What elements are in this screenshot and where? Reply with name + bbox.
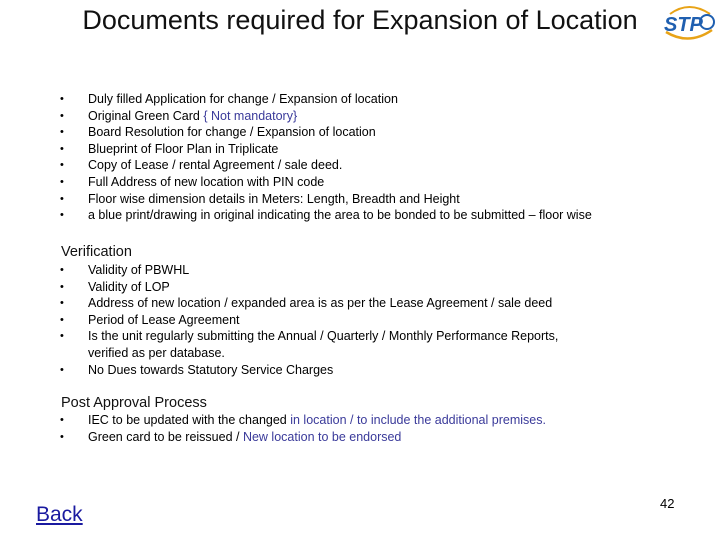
stp-logo — [660, 2, 718, 42]
post-approval-heading: Post Approval Process — [61, 395, 207, 411]
post-approval-list — [60, 412, 546, 445]
list-item: • a blue print/drawing in original indicating the area to be bonded to be submitted – floor wise — [60, 208, 592, 223]
note-text: in location / to include the additional premises. — [290, 413, 546, 427]
verification-list — [60, 262, 558, 378]
list-item: • IEC to be updated with the changed in location / to include the additional premises. — [60, 413, 546, 427]
list-item: • Blueprint of Floor Plan in Triplicate — [60, 141, 279, 156]
note-text: New location to be endorsed — [242, 429, 402, 444]
list-item: • Board Resolution for change / Expansion of location — [60, 125, 376, 140]
bullet-icon: • — [60, 280, 64, 293]
bullet-icon: • — [60, 126, 64, 139]
list-item: • Validity of LOP — [60, 279, 170, 294]
page-title: Documents required for Expansion of Location — [82, 5, 638, 35]
list-item: • Duly filled Application for change / Expansion of location — [60, 92, 398, 106]
list-item: • Validity of PBWHL — [60, 263, 190, 277]
list-item: • No Dues towards Statutory Service Charges — [60, 362, 334, 377]
bullet-icon: • — [60, 93, 64, 105]
bullet-icon: • — [60, 414, 64, 426]
bullet-icon: • — [60, 313, 64, 326]
verification-heading: Verification — [61, 244, 132, 260]
bullet-icon: • — [60, 175, 64, 188]
bullet-icon: • — [60, 330, 64, 343]
documents-list — [60, 91, 592, 224]
logo-text: STP — [664, 14, 703, 36]
back-link[interactable]: Back — [36, 503, 83, 526]
page-number: 42 — [660, 496, 675, 511]
bullet-icon: • — [60, 209, 64, 222]
bullet-icon: • — [60, 109, 64, 122]
bullet-icon: • — [60, 264, 64, 276]
list-item: • Address of new location / expanded area is as per the Lease Agreement / sale deed — [60, 296, 553, 311]
list-item: • Full Address of new location with PIN code — [60, 174, 325, 189]
bullet-icon: • — [60, 192, 64, 205]
list-item: • Original Green Card { Not mandatory} — [60, 108, 298, 123]
bullet-icon: • — [60, 142, 64, 155]
list-item: • Copy of Lease / rental Agreement / sale deed. — [60, 158, 343, 173]
bullet-icon: • — [60, 430, 64, 443]
list-item: • Floor wise dimension details in Meters: Length, Breadth and Height — [60, 191, 460, 206]
list-item: • Is the unit regularly submitting the Annual / Quarterly / Monthly Performance Reports, verified as per database. — [60, 329, 559, 360]
list-item: • Green card to be reissued / New location to be endorsed — [60, 429, 402, 444]
list-item: • Period of Lease Agreement — [60, 312, 240, 327]
bullet-icon: • — [60, 297, 64, 310]
bullet-icon: • — [60, 363, 64, 376]
note-text: { Not mandatory} — [203, 108, 298, 123]
bullet-icon: • — [60, 159, 64, 172]
